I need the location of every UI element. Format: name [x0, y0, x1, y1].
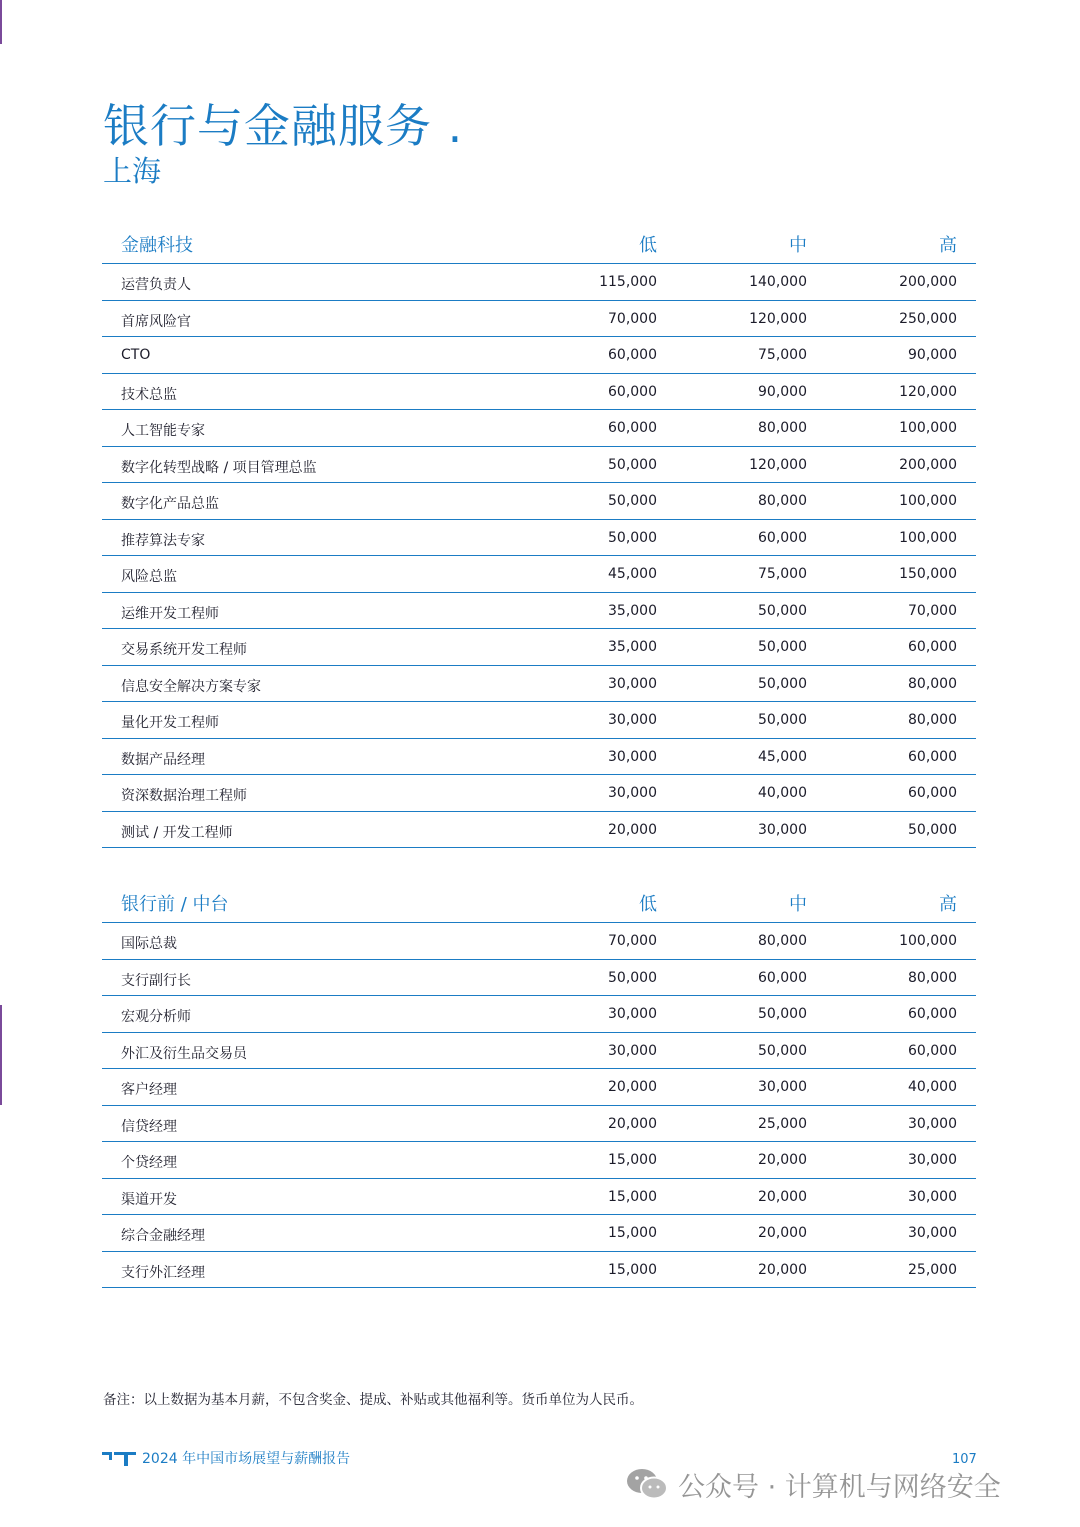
salary-low: 70,000 [608, 310, 657, 327]
position-name: 客户经理 [121, 1082, 177, 1098]
salary-low: 30,000 [608, 748, 657, 765]
salary-low: 15,000 [608, 1188, 657, 1205]
salary-high: 120,000 [899, 383, 957, 400]
salary-high: 80,000 [908, 969, 957, 986]
footnote: 备注：以上数据为基本月薪，不包含奖金、提成、补贴或其他福利等。货币单位为人民币。 [103, 1392, 643, 1408]
position-name: 量化开发工程师 [121, 715, 219, 731]
salary-low: 30,000 [608, 1042, 657, 1059]
table-header [102, 222, 976, 264]
table-row [102, 520, 976, 557]
table-row [102, 1215, 976, 1252]
page-edge-mark-top [0, 0, 2, 44]
salary-high: 150,000 [899, 566, 957, 582]
salary-low: 20,000 [608, 1115, 657, 1132]
column-mid: 中 [789, 235, 807, 256]
table-row [102, 1252, 976, 1289]
salary-mid: 50,000 [758, 602, 807, 619]
salary-high: 90,000 [908, 347, 957, 363]
salary-mid: 120,000 [749, 310, 807, 327]
salary-low: 50,000 [608, 456, 657, 473]
table-row [102, 301, 976, 338]
table-row [102, 337, 976, 374]
salary-high: 30,000 [908, 1115, 957, 1132]
position-name: 综合金融经理 [121, 1228, 205, 1244]
position-name: 外汇及衍生品交易员 [121, 1045, 247, 1062]
salary-mid: 50,000 [758, 1006, 807, 1022]
salary-high: 100,000 [899, 420, 957, 436]
salary-low: 30,000 [608, 675, 657, 692]
salary-high: 60,000 [908, 748, 957, 765]
table-row [102, 374, 976, 411]
salary-mid: 75,000 [758, 347, 807, 363]
table-row [102, 1106, 976, 1143]
table-row [102, 996, 976, 1033]
salary-low: 30,000 [608, 1006, 657, 1022]
salary-low: 50,000 [608, 529, 657, 546]
salary-low: 30,000 [608, 712, 657, 728]
watermark [626, 1464, 1001, 1504]
salary-mid: 30,000 [758, 821, 807, 838]
table-row [102, 556, 976, 593]
position-name: 首席风险官 [121, 313, 191, 330]
salary-low: 35,000 [608, 602, 657, 619]
watermark-text: 公众号 · 计算机与网络安全 [678, 1471, 1001, 1503]
table-row [102, 447, 976, 484]
table-row [102, 410, 976, 447]
column-mid: 中 [789, 894, 807, 915]
table-row [102, 812, 976, 849]
position-name: 交易系统开发工程师 [121, 642, 247, 658]
page-title: 银行与金融服务 . [103, 99, 464, 153]
salary-low: 35,000 [608, 639, 657, 655]
salary-low: 50,000 [608, 969, 657, 986]
position-name: 个贷经理 [121, 1155, 177, 1171]
salary-mid: 45,000 [758, 748, 807, 765]
page-edge-mark-bottom [0, 1005, 2, 1105]
salary-low: 15,000 [608, 1152, 657, 1168]
position-name: 数据产品经理 [121, 751, 205, 768]
salary-mid: 90,000 [758, 383, 807, 400]
salary-mid: 20,000 [758, 1261, 807, 1278]
column-high: 高 [939, 235, 957, 256]
salary-high: 40,000 [908, 1079, 957, 1095]
salary-high: 250,000 [899, 310, 957, 327]
salary-high: 50,000 [908, 821, 957, 838]
table-row [102, 960, 976, 997]
salary-mid: 40,000 [758, 785, 807, 801]
position-name: 数字化产品总监 [121, 496, 219, 512]
salary-high: 60,000 [908, 1006, 957, 1022]
salary-low: 20,000 [608, 821, 657, 838]
salary-high: 200,000 [899, 274, 957, 290]
table-row [102, 483, 976, 520]
position-name: 数字化转型战略 / 项目管理总监 [121, 459, 317, 476]
salary-mid: 30,000 [758, 1079, 807, 1095]
salary-high: 30,000 [908, 1152, 957, 1168]
position-name: 渠道开发 [121, 1191, 177, 1208]
table-row [102, 739, 976, 776]
page-number: 107 [952, 1452, 977, 1467]
table-row [102, 702, 976, 739]
position-name: 风险总监 [121, 569, 177, 585]
position-name: 人工智能专家 [121, 423, 205, 439]
hays-logo-icon [102, 1450, 136, 1468]
table-row [102, 1142, 976, 1179]
position-name: 推荐算法专家 [121, 532, 205, 549]
salary-low: 15,000 [608, 1261, 657, 1278]
table-row [102, 1069, 976, 1106]
salary-low: 60,000 [608, 383, 657, 400]
salary-mid: 20,000 [758, 1188, 807, 1205]
table-row [102, 264, 976, 301]
position-name: 资深数据治理工程师 [121, 788, 247, 804]
salary-low: 115,000 [599, 274, 657, 290]
salary-low: 60,000 [608, 420, 657, 436]
salary-high: 100,000 [899, 493, 957, 509]
wechat-icon [626, 1467, 668, 1501]
salary-high: 80,000 [908, 712, 957, 728]
salary-low: 20,000 [608, 1079, 657, 1095]
salary-mid: 50,000 [758, 675, 807, 692]
salary-mid: 60,000 [758, 969, 807, 986]
table-row [102, 775, 976, 812]
position-name: 支行副行长 [121, 972, 191, 989]
salary-mid: 50,000 [758, 639, 807, 655]
column-low: 低 [639, 235, 657, 256]
salary-high: 60,000 [908, 785, 957, 801]
salary-high: 200,000 [899, 456, 957, 473]
salary-mid: 20,000 [758, 1152, 807, 1168]
salary-low: 15,000 [608, 1225, 657, 1241]
salary-mid: 80,000 [758, 420, 807, 436]
position-name: 信贷经理 [121, 1118, 177, 1135]
salary-low: 50,000 [608, 493, 657, 509]
salary-high: 100,000 [899, 529, 957, 546]
salary-mid: 140,000 [749, 274, 807, 290]
salary-mid: 20,000 [758, 1225, 807, 1241]
fintech-salary-table [102, 222, 976, 848]
column-high: 高 [939, 894, 957, 915]
salary-mid: 75,000 [758, 566, 807, 582]
salary-mid: 80,000 [758, 933, 807, 949]
salary-low: 60,000 [608, 347, 657, 363]
salary-low: 30,000 [608, 785, 657, 801]
salary-mid: 80,000 [758, 493, 807, 509]
salary-high: 25,000 [908, 1261, 957, 1278]
salary-mid: 25,000 [758, 1115, 807, 1132]
column-low: 低 [639, 894, 657, 915]
position-name: CTO [121, 347, 151, 363]
table-row [102, 593, 976, 630]
position-name: 测试 / 开发工程师 [121, 824, 233, 841]
salary-low: 45,000 [608, 566, 657, 582]
salary-high: 70,000 [908, 602, 957, 619]
salary-mid: 50,000 [758, 712, 807, 728]
table-row [102, 1033, 976, 1070]
salary-low: 70,000 [608, 933, 657, 949]
position-name: 技术总监 [121, 386, 177, 403]
table-row [102, 1179, 976, 1216]
salary-high: 30,000 [908, 1225, 957, 1241]
table-section-title: 银行前 / 中台 [121, 894, 229, 915]
position-name: 运营负责人 [121, 277, 191, 293]
position-name: 信息安全解决方案专家 [121, 678, 261, 695]
position-name: 国际总裁 [121, 936, 177, 952]
salary-high: 60,000 [908, 1042, 957, 1059]
salary-high: 80,000 [908, 675, 957, 692]
table-section-title: 金融科技 [121, 235, 193, 256]
table-row [102, 666, 976, 703]
salary-high: 30,000 [908, 1188, 957, 1205]
report-title: 2024 年中国市场展望与薪酬报告 [142, 1451, 351, 1467]
salary-mid: 120,000 [749, 456, 807, 473]
position-name: 支行外汇经理 [121, 1264, 205, 1281]
position-name: 运维开发工程师 [121, 605, 219, 622]
table-row [102, 923, 976, 960]
page-subtitle: 上海 [103, 154, 162, 188]
position-name: 宏观分析师 [121, 1009, 191, 1025]
salary-mid: 60,000 [758, 529, 807, 546]
banking-front-middle-office-table [102, 881, 976, 1288]
salary-high: 100,000 [899, 933, 957, 949]
salary-high: 60,000 [908, 639, 957, 655]
table-header [102, 881, 976, 923]
salary-mid: 50,000 [758, 1042, 807, 1059]
table-row [102, 629, 976, 666]
